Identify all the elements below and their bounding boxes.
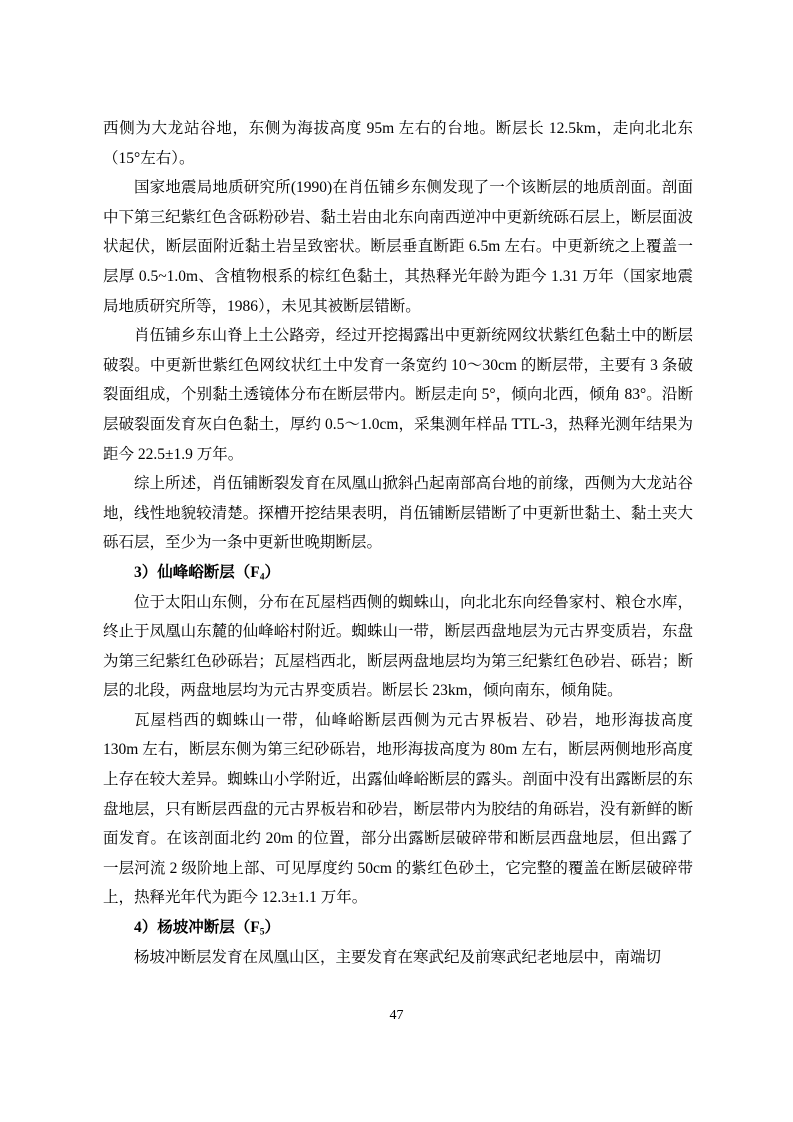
paragraph-continuation: 西侧为大龙站谷地，东侧为海拔高度 95m 左右的台地。断层长 12.5km，走向北北东（15°左右）。 xyxy=(103,120,693,167)
section-heading-fault-f4 xyxy=(103,558,693,588)
paragraph-fault-location: 位于太阳山东侧，分布在瓦屋档西侧的蜘蛛山，向北北东向经鲁家村、粮仓水库，终止于凤凰山东麓的仙峰峪村附近。蜘蛛山一带，断层西盘地层为元古界变质岩，东盘为第三纪紫红色砂砾岩；瓦屋档西北，断层两盘地层均为第三纪紫红色砂岩、砾岩；断层的北段，两盘地层均为元古界变质岩。断层长 23km，倾向南东，倾角陡。 xyxy=(103,593,693,700)
section-heading-fault-f5 xyxy=(103,913,693,943)
heading-text-pre: 4）杨坡冲断层（F xyxy=(134,919,260,937)
paragraph-yangpochong-fault: 杨坡冲断层发育在凤凰山区，主要发育在寒武纪及前寒武纪老地层中，南端切 xyxy=(134,948,662,966)
paragraph-excavation: 肖伍铺乡东山脊上土公路旁，经过开挖揭露出中更新统网纹状紫红色黏土中的断层破裂。中更新世紫红色网纹状红土中发育一条宽约 10～30cm 的断层带，主要有 3 条破裂面组成，个别黏土透镜体分布在断层带内。断层走向 5°，倾向北西，倾角 83°。沿断层破裂面发育灰白色黏土，厚约 0.5～1.0cm，采集测年样品 TTL-3，热释光测年结果为距今 22.5±1.9 万年。 xyxy=(103,327,693,463)
page-number: 47 xyxy=(389,1008,404,1023)
heading-subscript: 4 xyxy=(259,571,265,583)
heading-subscript: 5 xyxy=(259,926,265,938)
paragraph-fault-outcrop: 瓦屋档西的蜘蛛山一带，仙峰峪断层西侧为元古界板岩、砂岩，地形海拔高度 130m 左右，断层东侧为第三纪砂砾岩，地形海拔高度为 80m 左右，断层两侧地形高度上存在较大差异。蜘蛛山小学附近，出露仙峰峪断层的露头。剖面中没有出露断层的东盘地层，只有断层西盘的元古界板岩和砂岩，断层带内为胶结的角砾岩，没有新鲜的断面发育。在该剖面北约 20m 的位置，部分出露断层破碎带和断层西盘地层，但出露了一层河流 2 级阶地上部、可见厚度约 50cm 的紫红色砂土，它完整的覆盖在断层破碎带上，热释光年代为距今 12.3±1.1 万年。 xyxy=(103,711,693,907)
paragraph-geological-section: 国家地震局地质研究所(1990)在肖伍铺乡东侧发现了一个该断层的地质剖面。剖面中下第三纪紫红色含砾粉砂岩、黏土岩由北东向南西逆冲中更新统砾石层上，断层面波状起伏，断层面附近黏土岩呈致密状。断层垂直断距 6.5m 左右。中更新统之上覆盖一层厚 0.5~1.0m、含植物根系的棕红色黏土，其热释光年龄为距今 1.31 万年（国家地震局地质研究所等，1986），未见其被断层错断。 xyxy=(103,179,693,315)
page-content xyxy=(103,114,693,972)
heading-text-post: ） xyxy=(264,919,281,937)
heading-text-post: ） xyxy=(264,563,281,581)
paragraph-summary: 综上所述，肖伍铺断裂发育在凤凰山掀斜凸起南部高台地的前缘，西侧为大龙站谷地，线性地貌较清楚。探槽开挖结果表明，肖伍铺断层错断了中更新世黏土、黏土夹大砾石层，至少为一条中更新世晚期断层。 xyxy=(103,475,693,552)
heading-text-pre: 3）仙峰峪断层（F xyxy=(134,563,260,581)
